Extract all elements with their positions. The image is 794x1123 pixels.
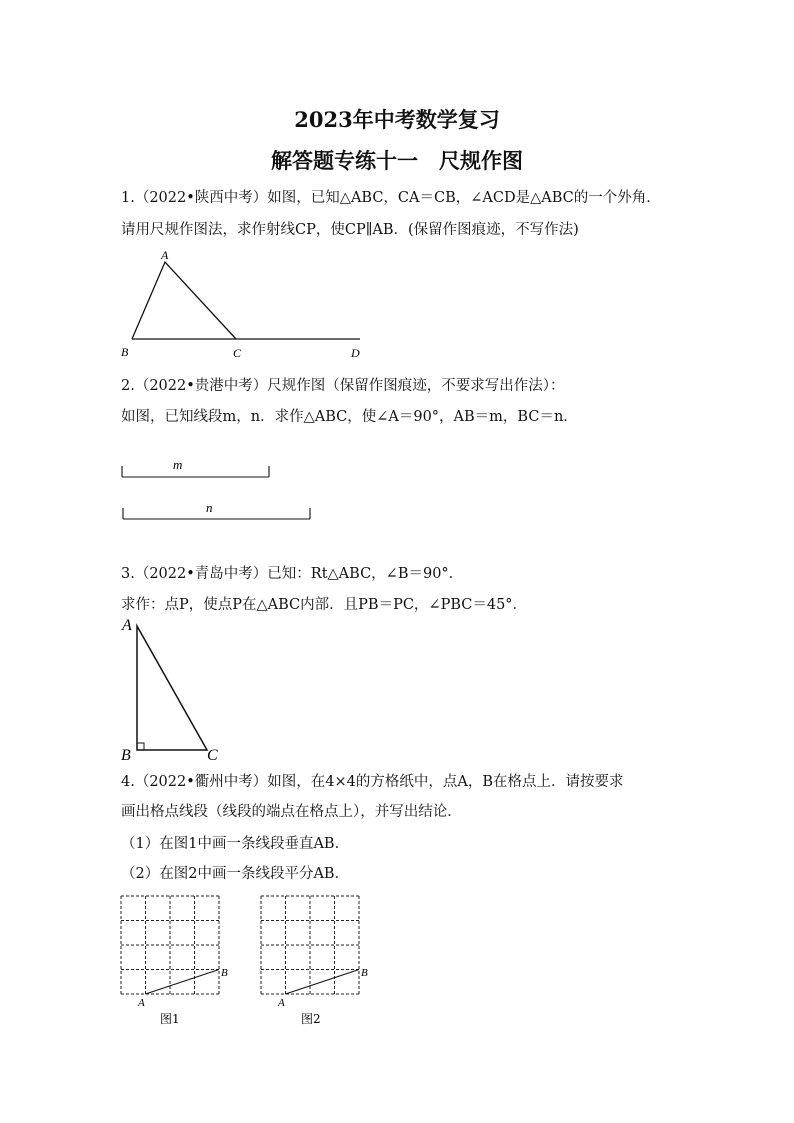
question-1-line-1: 1.（2022•陕西中考）如图，已知△ABC，CA＝CB，∠ACD是△ABC的一个外角．: [121, 190, 661, 206]
label-c: C: [233, 346, 242, 360]
question-4-part-2: （2）在图2中画一条线段平分AB．: [121, 866, 350, 882]
label-a: A: [122, 617, 132, 634]
label-a: A: [161, 248, 169, 262]
grid-figure-1: [115, 890, 245, 1030]
label-b: B: [121, 747, 131, 764]
label-m: m: [173, 457, 183, 472]
question-1-line-2: 请用尺规作图法，求作射线CP，使CP∥AB．(保留作图痕迹，不写作法): [121, 222, 579, 238]
segment-ab: [146, 970, 220, 995]
segment-m: [122, 466, 269, 477]
question-3-line-2: 求作：点P，使点P在△ABC内部．且PB＝PC，∠PBC＝45°．: [121, 597, 528, 613]
label-d: D: [351, 346, 360, 360]
triangle-abc: [132, 262, 236, 339]
dashed-grid: [261, 896, 359, 994]
label-b: B: [221, 967, 228, 979]
question-4-line-1: 4.（2022•衢州中考）如图，在4×4的方格纸中，点A，B在格点上．请按要求: [121, 774, 624, 790]
question-2-figure: [115, 452, 325, 527]
label-b: B: [121, 345, 129, 359]
question-3-line-1: 3.（2022•青岛中考）已知：Rt△ABC，∠B＝90°．: [121, 566, 464, 582]
question-2-line-1: 2.（2022•贵港中考）尺规作图（保留作图痕迹，不要求写出作法）：: [121, 378, 565, 394]
segment-n: [123, 508, 310, 519]
question-1-figure: [115, 245, 375, 365]
label-a: A: [278, 997, 285, 1009]
question-3-figure: [115, 612, 235, 762]
page-subtitle: 解答题专练十一 尺规作图: [271, 148, 523, 173]
question-4-part-1: （1）在图1中画一条线段垂直AB．: [121, 836, 350, 852]
figure-2-caption: 图2: [301, 1012, 321, 1026]
question-4-line-2: 画出格点线段（线段的端点在格点上），并写出结论．: [121, 804, 462, 820]
label-n: n: [206, 500, 213, 515]
label-a: A: [138, 997, 145, 1009]
right-angle-mark: [137, 743, 144, 750]
figure-1-caption: 图1: [160, 1012, 180, 1026]
question-2-line-2: 如图，已知线段m，n．求作△ABC，使∠A＝90°，AB＝m，BC＝n．: [121, 409, 578, 425]
right-triangle-abc: [137, 626, 207, 750]
dashed-grid: [121, 896, 219, 994]
page-title: 2023年中考数学复习: [294, 107, 500, 132]
grid-figure-2: [255, 890, 385, 1030]
label-c: C: [207, 747, 218, 764]
label-b: B: [361, 967, 368, 979]
segment-ab: [286, 970, 360, 995]
